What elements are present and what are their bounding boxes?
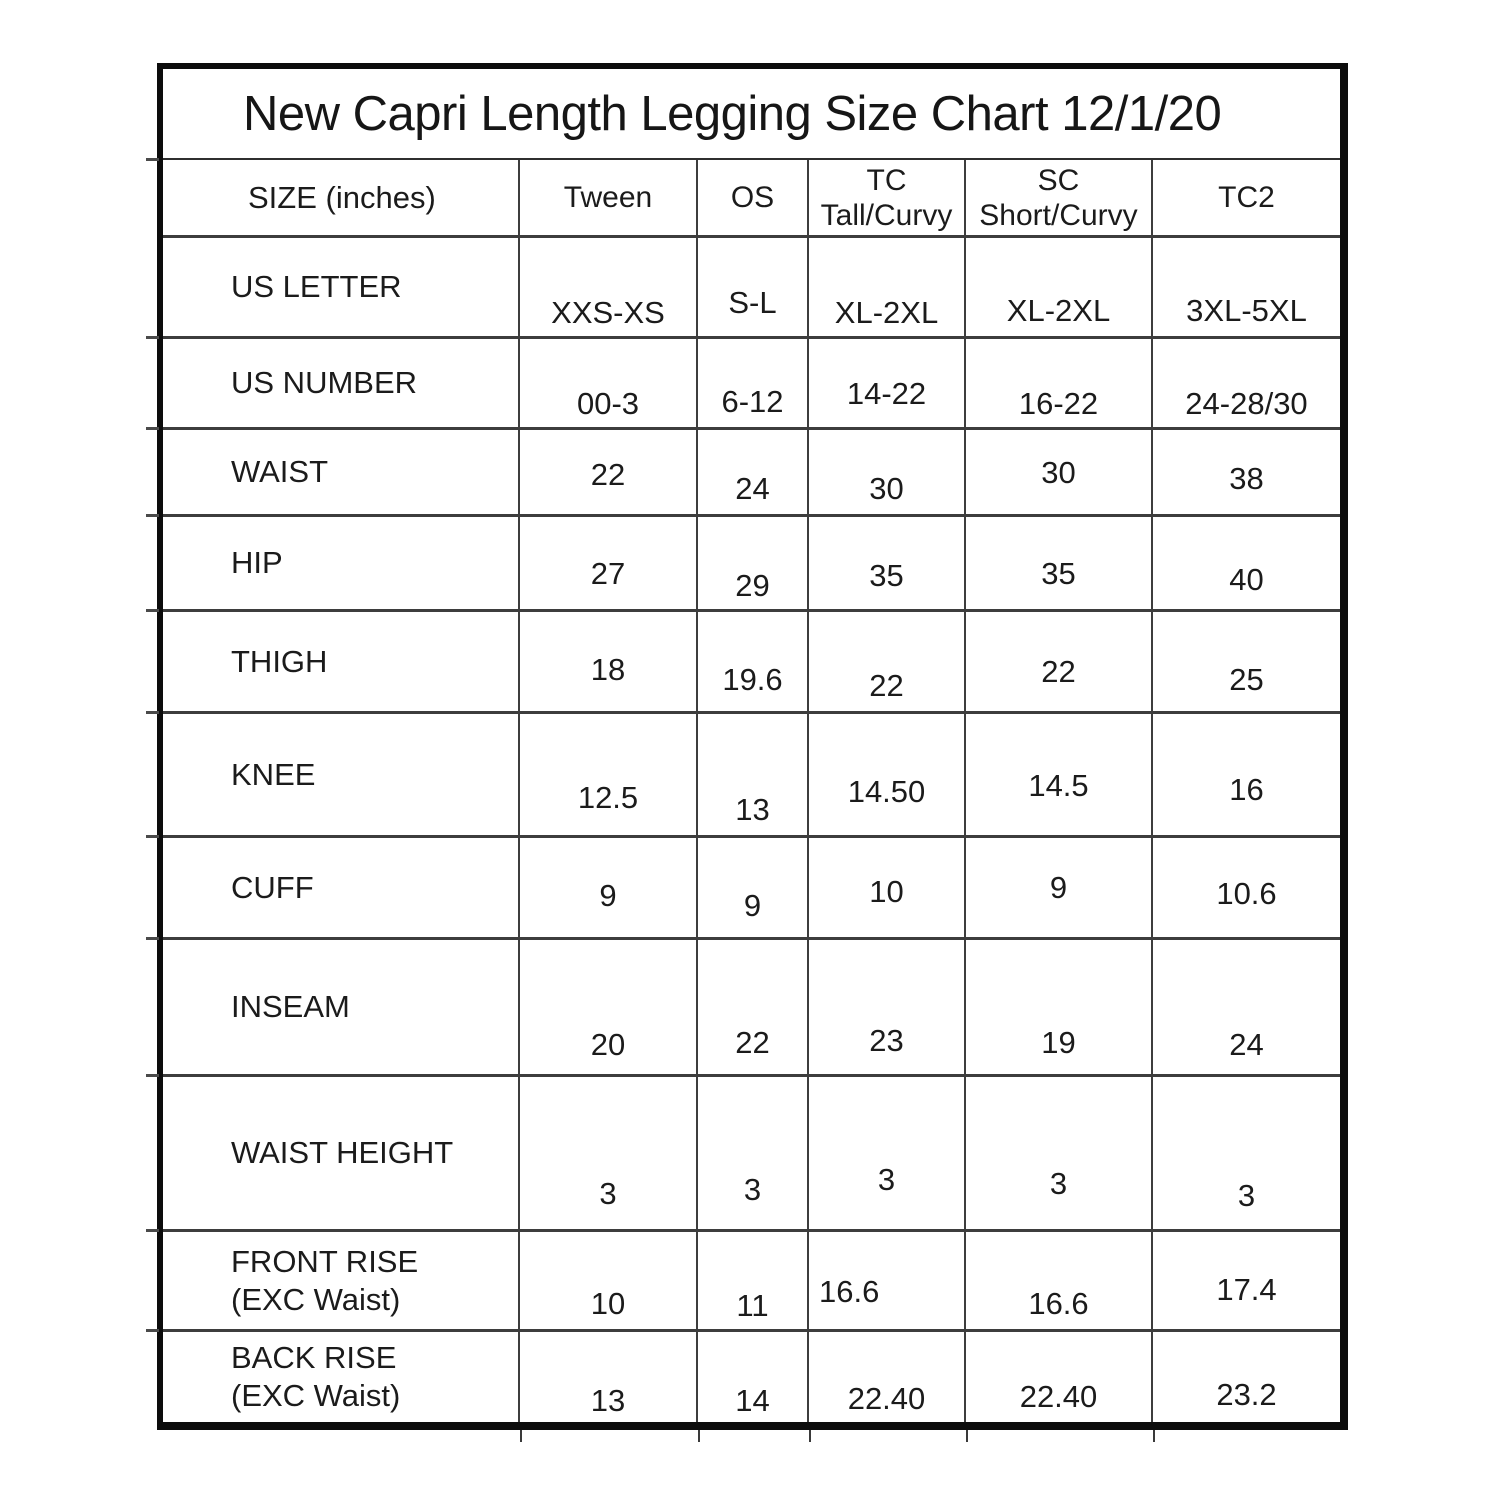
table-cell [966, 430, 1153, 514]
size-value: 22.40 [1019, 1379, 1098, 1414]
header-os-cell [698, 160, 809, 235]
row-label-cell [163, 1232, 520, 1329]
table-row-waist-height [163, 1077, 1340, 1232]
table-cell [698, 1332, 809, 1422]
table-row-back-rise [163, 1332, 1340, 1422]
size-value: 19.6 [722, 662, 783, 697]
size-value: 9 [1049, 870, 1068, 905]
table-cell [520, 1232, 698, 1329]
table-cell [809, 838, 966, 937]
size-value: 13 [590, 1383, 626, 1418]
table-cell [809, 612, 966, 711]
table-cell [1153, 430, 1340, 514]
gridline-overhang [146, 1074, 159, 1077]
table-row-inseam [163, 940, 1340, 1077]
table-cell [698, 339, 809, 427]
row-label-cell [163, 1332, 520, 1422]
table-cell [1153, 838, 1340, 937]
table-cell [966, 940, 1153, 1074]
gridline-overhang [146, 514, 159, 517]
table-row-thigh [163, 612, 1340, 714]
gridline-overhang [146, 711, 159, 714]
table-cell [966, 612, 1153, 711]
table-row-us-letter [163, 238, 1340, 339]
size-value: XXS-XS [551, 295, 665, 330]
size-value: 24-28/30 [1185, 386, 1308, 421]
column-header: SC [1037, 163, 1080, 197]
table-cell [698, 517, 809, 609]
table-cell [966, 339, 1153, 427]
size-value: 00-3 [576, 386, 640, 421]
table-cell [809, 238, 966, 336]
size-value: XL-2XL [834, 295, 939, 330]
size-value: 3XL-5XL [1186, 293, 1307, 328]
table-cell [698, 940, 809, 1074]
table-cell [809, 1077, 966, 1229]
table-cell [520, 517, 698, 609]
table-cell [1153, 1232, 1340, 1329]
size-value: 19 [1041, 1025, 1076, 1060]
row-label: US LETTER [231, 269, 402, 304]
size-value: 22.40 [847, 1381, 926, 1416]
column-header: TC2 [1218, 181, 1275, 214]
row-label-line2: (EXC Waist) [231, 1281, 401, 1317]
table-cell [520, 238, 698, 336]
size-value: 30 [869, 471, 904, 506]
row-label: KNEE [231, 756, 316, 792]
table-cell [520, 430, 698, 514]
gridline-tail [698, 1430, 700, 1442]
row-label: BACK RISE [231, 1340, 397, 1375]
row-label-cell [163, 940, 520, 1074]
header-row [163, 160, 1340, 238]
size-value: 16.6 [1028, 1286, 1089, 1321]
row-label-cell [163, 517, 520, 609]
gridline-overhang [146, 1229, 159, 1232]
size-value: 18 [590, 652, 626, 687]
row-label-cell [163, 612, 520, 711]
gridline-overhang [146, 427, 159, 430]
table-cell [1153, 339, 1340, 427]
row-label: WAIST HEIGHT [231, 1135, 454, 1170]
table-cell [520, 838, 698, 937]
size-value: 3 [599, 1176, 617, 1211]
table-cell [809, 1332, 966, 1422]
size-value: 22 [869, 668, 904, 703]
row-label-cell [163, 238, 520, 336]
column-header: TC [866, 163, 907, 197]
table-cell [1153, 940, 1340, 1074]
row-label-cell [163, 1077, 520, 1229]
table-cell [966, 714, 1153, 835]
size-value: 3 [1237, 1178, 1256, 1213]
size-value: 35 [869, 558, 904, 593]
size-value: 11 [736, 1288, 769, 1323]
size-value: 24 [1229, 1027, 1264, 1062]
size-value: 16.6 [819, 1274, 880, 1309]
table-cell [809, 339, 966, 427]
row-label-line2: (EXC Waist) [231, 1378, 401, 1413]
size-value: 22 [590, 457, 626, 492]
size-value: 6-12 [721, 384, 784, 419]
column-header: SIZE (inches) [248, 179, 436, 215]
table-cell [698, 714, 809, 835]
table-cell [520, 612, 698, 711]
table-cell [698, 838, 809, 937]
table-cell [1153, 612, 1340, 711]
size-value: 10 [590, 1286, 626, 1321]
table-cell [809, 1232, 966, 1329]
size-value: 16-22 [1018, 386, 1099, 421]
gridline-overhang [146, 336, 159, 339]
row-label: US NUMBER [231, 365, 418, 400]
table-cell [966, 838, 1153, 937]
column-header: OS [730, 181, 775, 214]
table-cell [520, 1332, 698, 1422]
table-cell [1153, 238, 1340, 336]
size-value: 38 [1229, 461, 1264, 496]
row-label-cell [163, 838, 520, 937]
gridline-tail [1153, 1430, 1155, 1442]
row-label-cell [163, 339, 520, 427]
size-value: 40 [1229, 562, 1264, 597]
gridline-overhang [146, 158, 159, 161]
page-title: New Capri Length Legging Size Chart 12/1/20 [243, 86, 1222, 141]
size-value: 20 [590, 1027, 626, 1062]
size-value: 10.6 [1216, 876, 1277, 911]
table-cell [809, 517, 966, 609]
size-value: 24 [735, 471, 770, 506]
table-row-hip [163, 517, 1340, 612]
size-value: 22 [735, 1025, 770, 1060]
gridline-overhang [146, 937, 159, 940]
size-value: 3 [743, 1172, 762, 1207]
table-cell [966, 238, 1153, 336]
table-cell [809, 940, 966, 1074]
size-value: 3 [1049, 1166, 1068, 1201]
table-row-waist [163, 430, 1340, 517]
gridline-overhang [146, 835, 159, 838]
size-value: 14.50 [847, 774, 926, 809]
gridline-tail [966, 1430, 968, 1442]
table-cell [966, 1332, 1153, 1422]
row-label: CUFF [231, 869, 314, 905]
gridline-overhang [146, 609, 159, 612]
size-chart-table [157, 63, 1348, 1430]
size-value: 9 [599, 878, 617, 913]
size-value: 12.5 [577, 780, 639, 815]
table-cell [520, 339, 698, 427]
row-label: THIGH [231, 643, 328, 679]
header-size-label-cell [163, 160, 520, 235]
size-value: 30 [1041, 455, 1076, 490]
table-cell [809, 714, 966, 835]
size-value: 25 [1229, 662, 1264, 697]
table-cell [1153, 714, 1340, 835]
gridline-overhang [146, 1329, 159, 1332]
table-cell [698, 612, 809, 711]
table-cell [698, 1232, 809, 1329]
header-tc2-cell [1153, 160, 1340, 235]
column-header: Tween [563, 181, 653, 214]
header-tc-cell [809, 160, 966, 235]
row-label: INSEAM [231, 989, 350, 1024]
size-value: 3 [877, 1162, 896, 1197]
table-cell [520, 1077, 698, 1229]
size-value: S-L [728, 285, 777, 320]
size-value: 27 [590, 556, 626, 591]
size-value: 23.2 [1216, 1377, 1277, 1412]
table-cell [520, 940, 698, 1074]
gridline-tail [809, 1430, 811, 1442]
row-label-cell [163, 714, 520, 835]
size-value: 16 [1229, 772, 1264, 807]
table-cell [698, 430, 809, 514]
size-value: 13 [735, 792, 770, 827]
table-row-us-number [163, 339, 1340, 430]
table-cell [698, 238, 809, 336]
row-label: WAIST [231, 454, 329, 489]
table-cell [520, 714, 698, 835]
table-row-cuff [163, 838, 1340, 940]
size-value: 23 [869, 1023, 904, 1058]
size-value: 10 [869, 874, 904, 909]
column-header-line2: Short/Curvy [979, 198, 1138, 232]
size-value: 14.5 [1028, 768, 1089, 803]
size-value: 35 [1041, 556, 1076, 591]
size-value: 29 [735, 568, 770, 603]
table-cell [1153, 1077, 1340, 1229]
table-cell [809, 430, 966, 514]
row-label: FRONT RISE [231, 1243, 419, 1279]
size-value: 9 [743, 888, 762, 923]
header-tween-cell [520, 160, 698, 235]
table-row-front-rise [163, 1232, 1340, 1332]
row-label: HIP [231, 545, 283, 580]
chart-title-row [163, 69, 1340, 160]
table-cell [966, 517, 1153, 609]
table-cell [1153, 517, 1340, 609]
size-value: 17.4 [1216, 1272, 1277, 1307]
table-cell [966, 1232, 1153, 1329]
size-value: XL-2XL [1006, 293, 1111, 328]
table-cell [1153, 1332, 1340, 1422]
table-cell [966, 1077, 1153, 1229]
table-cell [698, 1077, 809, 1229]
row-label-cell [163, 430, 520, 514]
size-value: 22 [1041, 654, 1076, 689]
column-header-line2: Tall/Curvy [820, 198, 953, 232]
table-row-knee [163, 714, 1340, 838]
size-value: 14 [735, 1383, 770, 1418]
header-sc-cell [966, 160, 1153, 235]
gridline-tail [520, 1430, 522, 1442]
size-value: 14-22 [846, 376, 927, 411]
